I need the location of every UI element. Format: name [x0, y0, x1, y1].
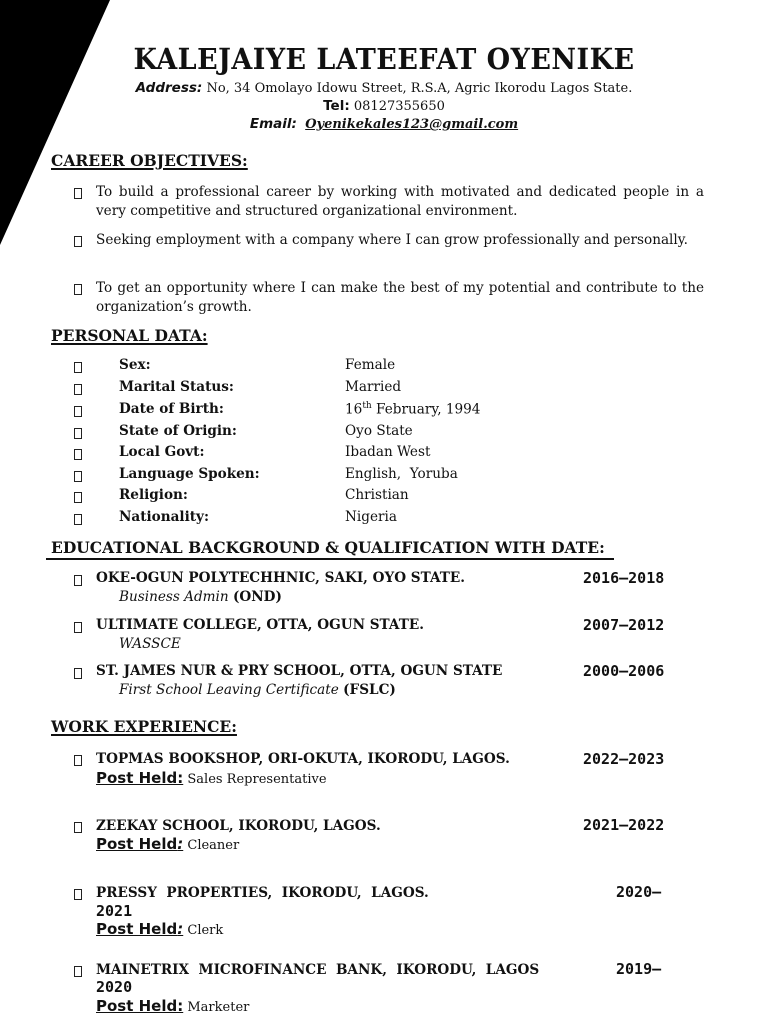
email-link[interactable]: Oyenikekales123@gmail.com	[305, 117, 519, 132]
personal-label-nationality: Nationality:	[119, 509, 209, 525]
personal-label-religion: Religion:	[119, 487, 188, 503]
bullet-icon	[74, 471, 82, 482]
post-held-label: Post Held:	[96, 835, 184, 853]
education-heading-rule	[46, 558, 614, 560]
work-years: 2022–2023	[583, 750, 665, 768]
dob-suffix: th	[362, 401, 372, 411]
bullet-icon	[74, 406, 82, 417]
education-qualification	[119, 682, 396, 698]
personal-label-language: Language Spoken:	[119, 466, 260, 482]
work-years-start: 2020–	[616, 883, 662, 901]
bullet-icon	[74, 889, 82, 900]
bullet-icon	[74, 492, 82, 503]
personal-value-sex: Female	[345, 357, 396, 373]
personal-label-sex: Sex:	[119, 357, 151, 373]
post-held-value: Cleaner	[187, 838, 240, 853]
education-qualification	[119, 636, 181, 652]
personal-value-state: Oyo State	[345, 423, 413, 439]
personal-label-lga: Local Govt:	[119, 444, 205, 460]
work-post	[96, 920, 223, 938]
education-years: 2000–2006	[583, 662, 665, 680]
qualification-name: First School Leaving Certificate	[119, 682, 339, 698]
bullet-icon	[74, 575, 82, 586]
bullet-icon	[74, 284, 82, 295]
qualification-abbr: (OND)	[232, 589, 282, 605]
personal-label-marital: Marital Status:	[119, 379, 234, 395]
career-objective: To get an opportunity where I can make the best of my potential and contribute to the organization’s growth.	[96, 280, 704, 315]
bullet-icon	[74, 236, 82, 247]
work-employer: ZEEKAY SCHOOL, IKORODU, LAGOS.	[96, 818, 381, 834]
career-objective: To build a professional career by working with motivated and dedicated people in a very competitive and structured organizational environment.	[96, 184, 704, 219]
work-employer: PRESSY PROPERTIES, IKORODU, LAGOS.	[96, 885, 429, 901]
personal-label-state: State of Origin:	[119, 423, 237, 439]
education-heading: EDUCATIONAL BACKGROUND & QUALIFICATION WITH DATE:	[51, 538, 605, 557]
work-years: 2021–2022	[583, 816, 665, 834]
bullet-icon	[74, 362, 82, 373]
personal-value-language: English, Yoruba	[345, 466, 458, 482]
bullet-icon	[74, 668, 82, 679]
qualification-name: WASSCE	[119, 636, 181, 652]
education-years: 2007–2012	[583, 616, 665, 634]
address-value: No, 34 Omolayo Idowu Street, R.S.A, Agric Ikorodu Lagos State.	[206, 81, 633, 96]
post-held-value: Sales Representative	[187, 772, 327, 787]
tel-line	[0, 98, 768, 114]
bullet-icon	[74, 755, 82, 766]
personal-value-nationality: Nigeria	[345, 509, 397, 525]
personal-label-dob: Date of Birth:	[119, 401, 224, 417]
post-held-value: Marketer	[187, 1000, 250, 1015]
bullet-icon	[74, 428, 82, 439]
education-qualification	[119, 589, 282, 605]
personal-value-marital: Married	[345, 379, 402, 395]
address-line	[0, 80, 768, 96]
post-held-label: Post Held:	[96, 997, 184, 1015]
personal-data-heading: PERSONAL DATA:	[51, 326, 208, 345]
dob-day: 16	[345, 401, 363, 418]
tel-value: 08127355650	[353, 99, 445, 114]
work-years-end: 2020	[96, 978, 133, 996]
bullet-icon	[74, 966, 82, 977]
address-label: Address:	[135, 80, 203, 96]
work-years-start: 2019–	[616, 960, 662, 978]
bullet-icon	[74, 622, 82, 633]
work-experience-heading: WORK EXPERIENCE:	[51, 717, 237, 736]
work-post	[96, 835, 239, 853]
tel-label: Tel:	[323, 98, 350, 114]
qualification-abbr: (FSLC)	[343, 682, 396, 698]
work-employer: MAINETRIX MICROFINANCE BANK, IKORODU, LAGOS	[96, 962, 540, 978]
work-employer: TOPMAS BOOKSHOP, ORI-OKUTA, IKORODU, LAGOS.	[96, 751, 510, 767]
bullet-icon	[74, 188, 82, 199]
post-held-label: Post Held:	[96, 920, 184, 938]
personal-value-dob	[345, 401, 480, 418]
personal-value-lga: Ibadan West	[345, 444, 431, 460]
post-held-value: Clerk	[187, 923, 224, 938]
bullet-icon	[74, 514, 82, 525]
qualification-name: Business Admin	[119, 589, 229, 605]
bullet-icon	[74, 384, 82, 395]
education-years: 2016–2018	[583, 569, 665, 587]
bullet-icon	[74, 822, 82, 833]
career-objectives-heading: CAREER OBJECTIVES:	[51, 151, 248, 170]
dob-month-year: February, 1994	[371, 401, 481, 418]
career-objective: Seeking employment with a company where I can grow professionally and personally.	[96, 232, 688, 248]
email-label: Email:	[249, 116, 297, 132]
personal-value-religion: Christian	[345, 487, 409, 503]
post-held-label: Post Held:	[96, 769, 184, 787]
email-line	[0, 116, 768, 132]
work-post	[96, 997, 249, 1015]
education-institution: OKE-OGUN POLYTECHHNIC, SAKI, OYO STATE.	[96, 570, 465, 586]
education-institution: ST. JAMES NUR & PRY SCHOOL, OTTA, OGUN STATE	[96, 663, 503, 679]
work-years-end: 2021	[96, 902, 133, 920]
work-post	[96, 769, 327, 787]
education-institution: ULTIMATE COLLEGE, OTTA, OGUN STATE.	[96, 617, 424, 633]
candidate-name: KALEJAIYE LATEEFAT OYENIKE	[133, 42, 635, 76]
bullet-icon	[74, 449, 82, 460]
